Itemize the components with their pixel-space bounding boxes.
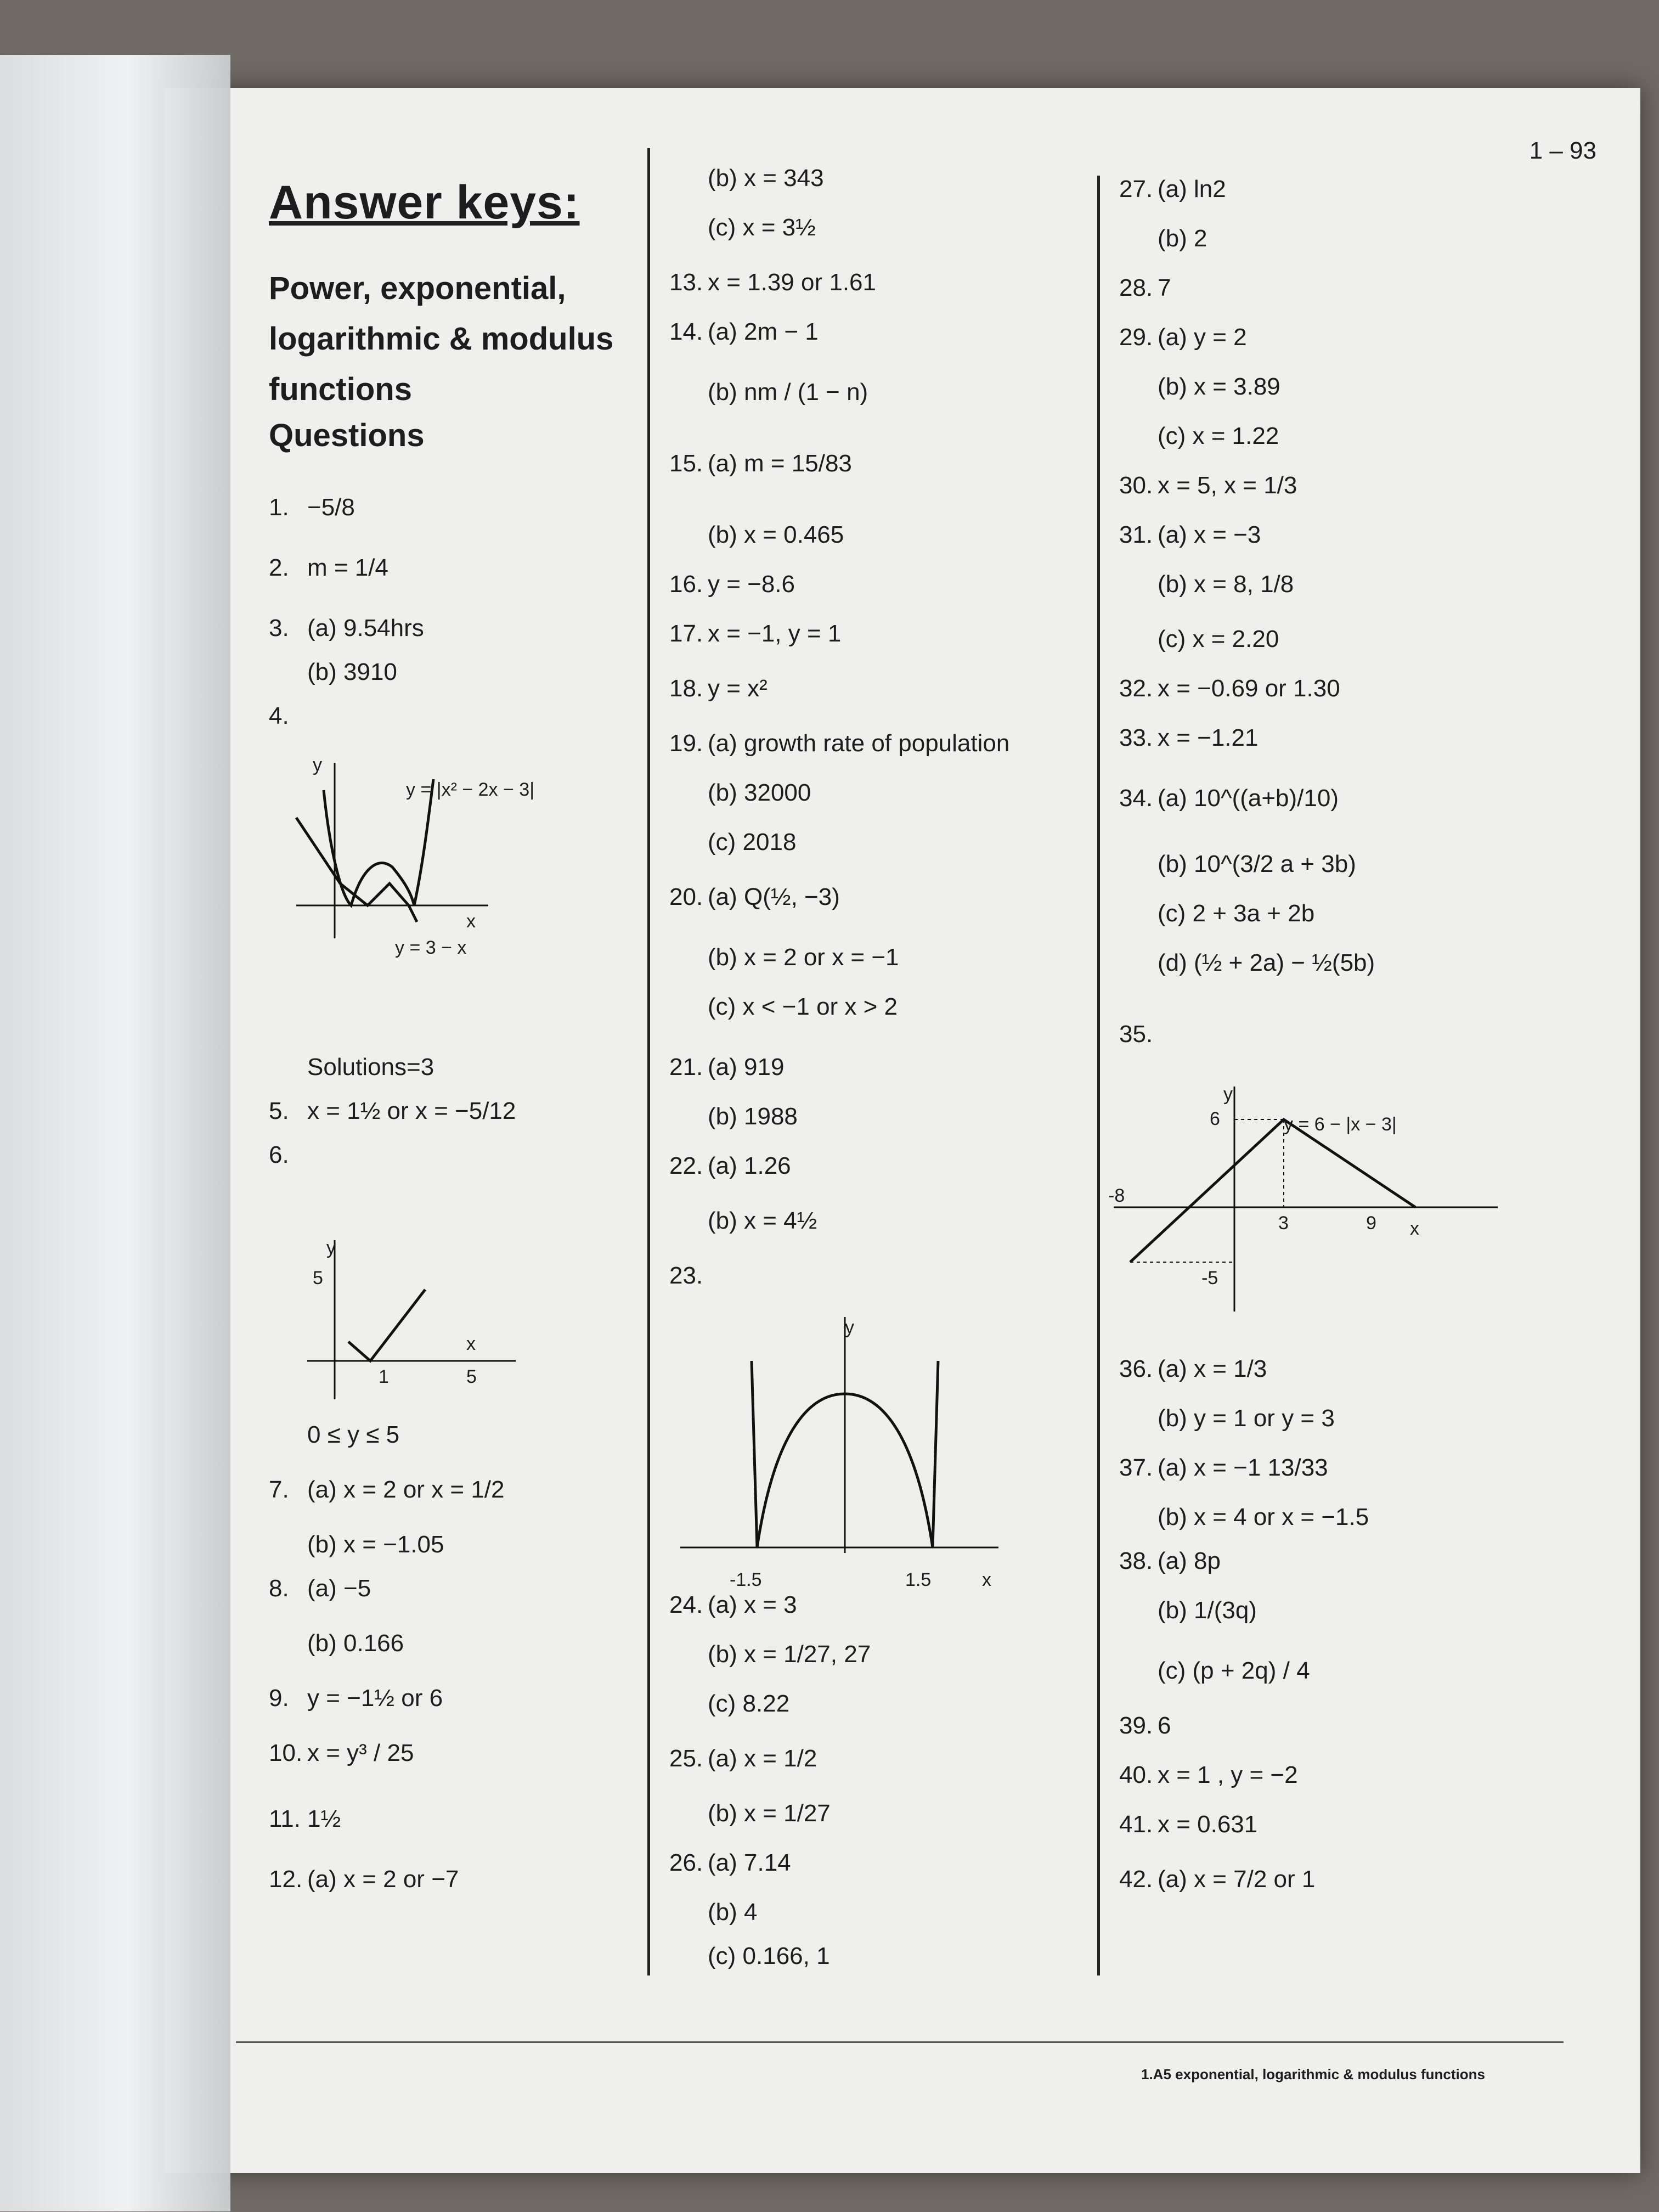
answer-text: (a) 1.26	[708, 1152, 791, 1179]
answer-text: (b) x = 3.89	[1158, 373, 1280, 400]
answer-item	[1119, 949, 1375, 977]
answer-text: (a) ln2	[1158, 176, 1226, 202]
answer-text: (b) y = 1 or y = 3	[1158, 1405, 1335, 1432]
answer-text: (b) x = −1.05	[307, 1531, 444, 1558]
answer-text: (c) x = 3½	[708, 214, 816, 241]
answer-item	[669, 1943, 830, 1970]
answer-item	[1119, 1712, 1171, 1740]
graph-q35-top-label: 6	[1210, 1108, 1220, 1129]
answer-item	[669, 521, 844, 549]
answer-text: (c) 2018	[708, 829, 797, 855]
answer-text: (d) (½ + 2a) − ½(5b)	[1158, 949, 1375, 976]
facing-page-edge	[0, 55, 230, 2211]
answer-text: (a) 10^((a+b)/10)	[1158, 785, 1339, 812]
answer-number: 2.	[269, 554, 289, 581]
answer-item	[669, 779, 811, 807]
answer-text: (b) x = 8, 1/8	[1158, 571, 1294, 598]
answer-number: 36.	[1119, 1355, 1153, 1382]
answer-text: (a) x = 3	[708, 1591, 797, 1618]
answer-number: 34.	[1119, 785, 1153, 812]
answer-text: (b) 32000	[708, 779, 811, 806]
answer-page	[165, 88, 1640, 2173]
graph-q6-line	[348, 1290, 425, 1361]
answer-number: 19.	[669, 730, 703, 757]
answer-item	[669, 1800, 831, 1827]
answer-text: (a) 8p	[1158, 1547, 1221, 1574]
graph-q35-x-label: x	[1410, 1218, 1419, 1239]
answer-number: 22.	[669, 1152, 703, 1179]
answer-item	[669, 675, 768, 702]
answer-item	[269, 1805, 341, 1833]
answer-item	[669, 1591, 797, 1619]
answer-item	[1119, 324, 1247, 351]
answer-text: (a) x = 2 or x = 1/2	[307, 1476, 505, 1503]
answer-text: (a) x = 7/2 or 1	[1158, 1866, 1316, 1893]
answer-item	[269, 1531, 444, 1558]
answer-text: x = 1½ or x = −5/12	[307, 1097, 516, 1124]
answer-number: 31.	[1119, 521, 1153, 548]
answer-item	[669, 944, 899, 971]
graph-q6-y-label: y	[326, 1237, 336, 1258]
answer-item	[669, 1849, 791, 1877]
answer-item	[669, 1207, 817, 1235]
answer-item	[669, 214, 816, 241]
answer-text: −5/8	[307, 494, 355, 521]
answer-text: (c) 2 + 3a + 2b	[1158, 900, 1315, 927]
answer-item	[1119, 571, 1294, 598]
answer-number: 7.	[269, 1476, 289, 1503]
answer-item	[1119, 472, 1297, 499]
answer-text: (a) −5	[307, 1575, 371, 1602]
answer-text: (a) Q(½, −3)	[708, 883, 840, 910]
answer-text: (a) x = −3	[1158, 521, 1261, 548]
answer-text: (c) 0.166, 1	[708, 1943, 830, 1969]
answer-number: 28.	[1119, 274, 1153, 301]
answer-item	[269, 702, 307, 730]
answer-item	[269, 1630, 404, 1657]
answer-number: 39.	[1119, 1712, 1153, 1739]
answer-item	[1119, 1454, 1328, 1482]
answer-text: (a) 7.14	[708, 1849, 791, 1876]
answer-text: (a) x = −1 13/33	[1158, 1454, 1328, 1481]
page-number: 1 – 93	[1529, 137, 1596, 164]
answer-item	[669, 1152, 791, 1180]
answer-text: x = 5, x = 1/3	[1158, 472, 1297, 499]
answer-item	[1119, 626, 1279, 653]
answer-item	[669, 620, 841, 648]
graph-q35-curve-label: y = 6 − |x − 3|	[1284, 1114, 1397, 1135]
answer-number: 33.	[1119, 724, 1153, 751]
answer-text: (b) 10^(3/2 a + 3b)	[1158, 851, 1356, 877]
answer-number: 4.	[269, 702, 289, 729]
answer-text: (c) x < −1 or x > 2	[708, 993, 898, 1020]
answer-item	[269, 554, 388, 582]
answer-text: (a) x = 1/3	[1158, 1355, 1267, 1382]
answer-item	[669, 269, 876, 296]
answer-item	[669, 883, 840, 911]
answer-text: y = −1½ or 6	[307, 1685, 443, 1712]
answer-text: (a) growth rate of population	[708, 730, 1010, 757]
answer-item	[1119, 1597, 1257, 1624]
answer-item	[669, 1103, 798, 1130]
answer-number: 23.	[669, 1262, 703, 1289]
graph-q6-tick-x2: 5	[466, 1366, 477, 1387]
answer-number: 21.	[669, 1054, 703, 1080]
answer-number: 24.	[669, 1591, 703, 1618]
answer-text: (b) x = 343	[708, 165, 824, 192]
answer-item	[1119, 1811, 1257, 1838]
answer-text: (a) 2m − 1	[708, 318, 819, 345]
answer-text: (b) nm / (1 − n)	[708, 379, 868, 406]
answer-item	[269, 658, 397, 686]
answer-item	[1119, 851, 1356, 878]
answer-text: (c) x = 1.22	[1158, 423, 1279, 449]
answer-item	[1119, 1761, 1298, 1789]
section-subtitle: Power, exponential, logarithmic & modulus functions	[269, 271, 614, 407]
answer-number: 16.	[669, 571, 703, 598]
graph-q4-x-label: x	[466, 911, 476, 932]
answer-item	[1119, 1405, 1335, 1432]
graph-q35-bottom-label: -5	[1201, 1268, 1218, 1288]
answer-item	[669, 571, 795, 598]
graph-q6-tick-x1: 1	[379, 1366, 389, 1387]
answer-number: 1.	[269, 494, 289, 521]
graph-q23-y-label: y	[845, 1317, 854, 1338]
answer-text: (c) 8.22	[708, 1690, 790, 1717]
answer-item	[669, 1690, 789, 1718]
answer-number: 26.	[669, 1849, 703, 1876]
answer-number: 40.	[1119, 1761, 1153, 1788]
answer-number: 29.	[1119, 324, 1153, 351]
answer-item	[669, 1054, 784, 1081]
answer-text: m = 1/4	[307, 554, 388, 581]
graph-q6-x-label: x	[466, 1333, 476, 1354]
answer-text: 6	[1158, 1712, 1171, 1739]
graph-q35-mid-label: 3	[1278, 1213, 1289, 1234]
answer-number: 13.	[669, 269, 703, 296]
answer-item	[1119, 1504, 1369, 1531]
graph-q35-right-label: 9	[1366, 1213, 1376, 1234]
column-divider-1	[647, 148, 650, 1975]
answer-item	[669, 1745, 817, 1772]
answer-item	[1119, 1547, 1221, 1575]
answer-number: 11.	[269, 1805, 301, 1832]
graph-q23	[680, 1312, 1009, 1575]
answer-item	[1119, 675, 1340, 702]
answer-text: 0 ≤ y ≤ 5	[307, 1421, 400, 1448]
answer-number: 17.	[669, 620, 703, 647]
answer-item	[269, 1054, 434, 1081]
answer-item	[1119, 724, 1258, 752]
answer-text: x = y³ / 25	[307, 1740, 414, 1766]
answer-text: y = x²	[708, 675, 768, 702]
answer-item	[669, 318, 819, 346]
answer-item	[669, 165, 824, 192]
answer-text: y = −8.6	[708, 571, 795, 598]
footer-rule	[236, 2041, 1564, 2043]
graph-q35-y-label: y	[1223, 1084, 1233, 1105]
answer-item	[1119, 1657, 1310, 1685]
answer-text: (a) 919	[708, 1054, 785, 1080]
answer-item	[269, 1476, 505, 1504]
answer-number: 30.	[1119, 472, 1153, 499]
answer-item	[1119, 1355, 1267, 1383]
answer-text: (a) x = 1/2	[708, 1745, 817, 1772]
answer-number: 20.	[669, 883, 703, 910]
answer-item	[669, 1641, 871, 1668]
answer-text: (b) 0.166	[307, 1630, 404, 1657]
answer-item	[1119, 176, 1226, 203]
answer-number: 32.	[1119, 675, 1153, 702]
answer-text: 7	[1158, 274, 1171, 301]
answer-text: (b) 1/(3q)	[1158, 1597, 1257, 1624]
answer-item	[1119, 1021, 1158, 1048]
answer-number: 41.	[1119, 1811, 1153, 1838]
answer-number: 42.	[1119, 1866, 1153, 1893]
answer-number: 27.	[1119, 176, 1153, 202]
graph-q6-tick-y: 5	[313, 1268, 323, 1288]
answer-item	[269, 1685, 443, 1712]
graph-q35-left-label: -8	[1108, 1185, 1125, 1206]
answer-item	[269, 494, 355, 521]
answer-number: 25.	[669, 1745, 703, 1772]
answer-number: 35.	[1119, 1021, 1153, 1048]
answer-number: 37.	[1119, 1454, 1153, 1481]
answer-item	[669, 829, 796, 856]
answer-number: 9.	[269, 1685, 289, 1712]
graph-q6	[307, 1235, 538, 1410]
answer-item	[1119, 274, 1171, 302]
answer-item	[669, 730, 1009, 757]
answer-text: Solutions=3	[307, 1054, 435, 1080]
answer-text: (b) x = 4½	[708, 1207, 817, 1234]
answer-item	[1119, 225, 1207, 252]
answer-item	[1119, 373, 1280, 401]
answer-number: 14.	[669, 318, 703, 345]
answer-text: (b) x = 1/27	[708, 1800, 831, 1827]
answer-text: x = 1.39 or 1.61	[708, 269, 876, 296]
answer-item	[1119, 1866, 1315, 1893]
page-title: Answer keys:	[269, 176, 580, 229]
graph-q23-right-label: 1.5	[905, 1569, 932, 1590]
answer-item	[269, 1097, 516, 1125]
column-divider-2	[1097, 176, 1100, 1975]
answer-text: (a) y = 2	[1158, 324, 1247, 351]
answer-number: 15.	[669, 450, 703, 477]
answer-item	[669, 379, 868, 406]
questions-heading: Questions	[269, 418, 425, 453]
answer-text: 1½	[307, 1805, 341, 1832]
answer-text: (b) 4	[708, 1899, 758, 1926]
answer-number: 10.	[269, 1740, 303, 1766]
graph-q4-y-label: y	[313, 755, 322, 775]
answer-number: 5.	[269, 1097, 289, 1124]
answer-item	[1119, 785, 1339, 812]
answer-text: (b) 3910	[307, 658, 397, 685]
answer-number: 18.	[669, 675, 703, 702]
answer-text: (b) 2	[1158, 225, 1207, 252]
answer-item	[269, 1141, 307, 1169]
answer-number: 8.	[269, 1575, 289, 1602]
answer-item	[269, 615, 424, 642]
answer-text: (b) 1988	[708, 1103, 798, 1130]
answer-text: x = −0.69 or 1.30	[1158, 675, 1340, 702]
graph-q35-line	[1130, 1119, 1415, 1262]
answer-item	[669, 993, 898, 1021]
footer-text: 1.A5 exponential, logarithmic & modulus functions	[1141, 2066, 1485, 2082]
answer-number: 38.	[1119, 1547, 1153, 1574]
graph-q4-line-label: y = 3 − x	[395, 937, 467, 958]
answer-text: x = 0.631	[1158, 1811, 1258, 1838]
graph-q4-curve-label: y = |x² − 2x − 3|	[406, 779, 535, 800]
graph-q23-left-label: -1.5	[730, 1569, 762, 1590]
answer-number: 3.	[269, 615, 289, 641]
answer-text: x = 1 , y = −2	[1158, 1761, 1298, 1788]
answer-number: 12.	[269, 1866, 303, 1893]
answer-item	[269, 1740, 414, 1767]
graph-q23-x-label: x	[982, 1569, 991, 1590]
answer-text: (b) x = 0.465	[708, 521, 844, 548]
answer-number: 6.	[269, 1141, 289, 1168]
answer-item	[669, 1262, 708, 1290]
answer-item	[269, 1866, 459, 1893]
answer-item	[669, 450, 852, 477]
answer-text: (b) x = 2 or x = −1	[708, 944, 899, 971]
answer-text: (a) m = 15/83	[708, 450, 852, 477]
answer-text: x = −1, y = 1	[708, 620, 842, 647]
answer-item	[1119, 521, 1261, 549]
answer-item	[269, 1421, 399, 1449]
answer-text: (c) (p + 2q) / 4	[1158, 1657, 1310, 1684]
answer-text: (b) x = 1/27, 27	[708, 1641, 871, 1668]
answer-text: (c) x = 2.20	[1158, 626, 1279, 652]
answer-text: (b) x = 4 or x = −1.5	[1158, 1504, 1369, 1530]
answer-text: x = −1.21	[1158, 724, 1259, 751]
answer-item	[1119, 423, 1279, 450]
answer-text: (a) x = 2 or −7	[307, 1866, 459, 1893]
answer-item	[269, 1575, 371, 1602]
answer-item	[669, 1899, 757, 1926]
answer-item	[1119, 900, 1314, 927]
answer-text: (a) 9.54hrs	[307, 615, 424, 641]
